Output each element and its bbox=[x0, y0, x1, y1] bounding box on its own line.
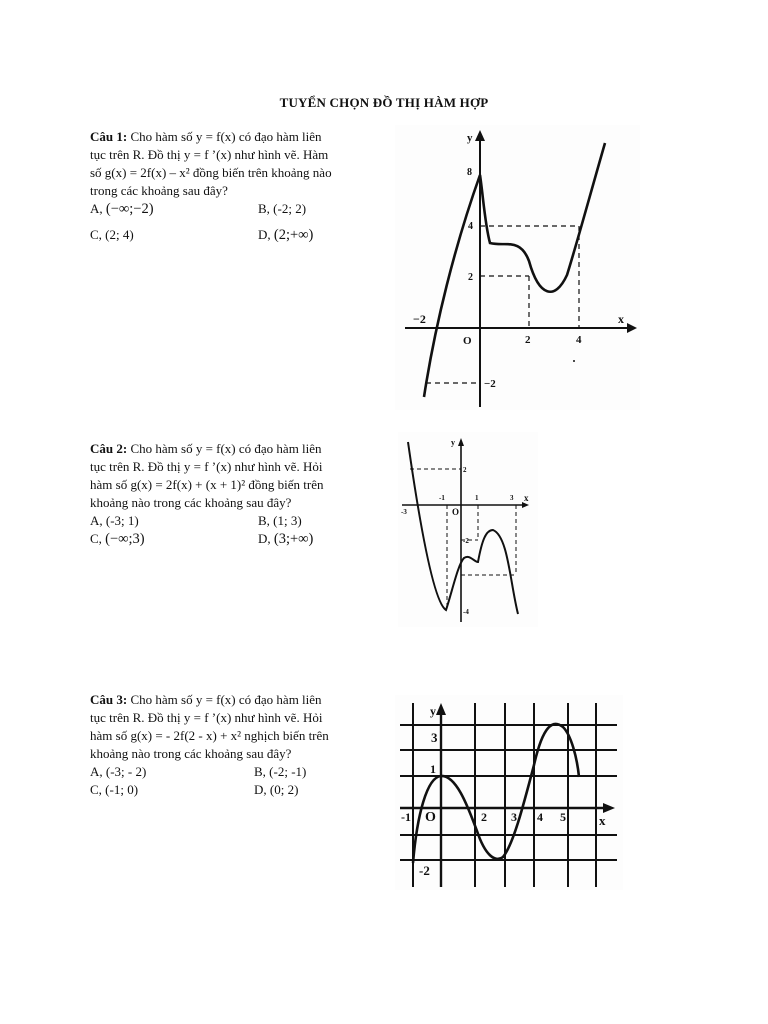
answer-options bbox=[90, 512, 390, 554]
origin-label: O bbox=[425, 810, 436, 825]
y-axis-label: y bbox=[451, 438, 455, 447]
x-tick-label: 1 bbox=[475, 494, 479, 502]
x-tick-label: -1 bbox=[439, 494, 445, 502]
origin-label: O bbox=[463, 335, 472, 347]
x-tick-label: 3 bbox=[511, 810, 517, 824]
option-c[interactable]: C, (-1; 0) bbox=[90, 782, 139, 797]
x-tick-label: 5 bbox=[560, 810, 566, 824]
question-text-line: tục trên R. Đồ thị y = f ’(x) như hình vẽ. Hỏi bbox=[90, 710, 323, 725]
option-value: (2;+∞) bbox=[273, 227, 314, 243]
option-value: (1; 3) bbox=[273, 513, 302, 528]
question-text-line: khoảng nào trong các khoảng sau đây? bbox=[90, 495, 292, 510]
option-value: (3;+∞) bbox=[273, 531, 314, 547]
x-tick-label: 3 bbox=[510, 494, 514, 502]
question-text-line: khoảng nào trong các khoảng sau đây? bbox=[90, 746, 292, 761]
option-d[interactable]: D, (2;+∞) bbox=[258, 227, 314, 243]
option-a[interactable]: A, (−∞;−2) bbox=[90, 201, 154, 217]
y-tick-label: 1 bbox=[430, 762, 436, 776]
question-label: Câu 3: bbox=[90, 692, 128, 707]
option-value: (−∞;3) bbox=[105, 531, 145, 547]
option-d[interactable]: D, (0; 2) bbox=[254, 782, 299, 797]
answer-options bbox=[90, 200, 390, 252]
option-value: (−∞;−2) bbox=[105, 201, 154, 217]
option-value: (-2; -1) bbox=[269, 764, 307, 779]
y-tick-label: 4 bbox=[468, 221, 473, 232]
derivative-graph-3 bbox=[395, 695, 623, 890]
y-axis-label: y bbox=[430, 704, 436, 718]
option-c[interactable]: C, (−∞;3) bbox=[90, 531, 145, 547]
question-label: Câu 2: bbox=[90, 441, 128, 456]
option-value: (2; 4) bbox=[105, 227, 134, 242]
y-tick-label: 3 bbox=[431, 730, 438, 745]
answer-options bbox=[90, 763, 390, 803]
y-tick-label: -2 bbox=[419, 863, 430, 878]
question-text-line: hàm số g(x) = 2f(x) + (x + 1)² đồng biến trên bbox=[90, 477, 324, 492]
page-title: TUYỂN CHỌN ĐỒ THỊ HÀM HỢP bbox=[279, 95, 489, 110]
x-tick-label: 4 bbox=[537, 810, 543, 824]
option-b[interactable]: B, (1; 3) bbox=[258, 513, 302, 528]
question-text-line: Cho hàm số y = f(x) có đạo hàm liên bbox=[130, 441, 322, 456]
option-b[interactable]: B, (-2; -1) bbox=[254, 764, 307, 779]
question-text-line: số g(x) = 2f(x) – x² đồng biến trên khoảng nào bbox=[90, 165, 332, 180]
x-tick-label: −2 bbox=[413, 312, 426, 326]
question-text-line: hàm số g(x) = - 2f(2 - x) + x² nghịch biến trên bbox=[90, 728, 329, 743]
question-text-line: tục trên R. Đồ thị y = f ’(x) như hình vẽ. Hàm bbox=[90, 147, 329, 162]
x-tick-label: 2 bbox=[481, 810, 487, 824]
option-d[interactable]: D, (3;+∞) bbox=[258, 531, 314, 547]
y-tick-label: -4 bbox=[463, 608, 469, 616]
question-2 bbox=[90, 440, 390, 554]
y-tick-label: −2 bbox=[484, 378, 496, 390]
question-text-line: Cho hàm số y = f(x) có đạo hàm liên bbox=[130, 129, 322, 144]
x-tick-label: -1 bbox=[401, 810, 411, 824]
option-a[interactable]: A, (-3; 1) bbox=[90, 513, 139, 528]
option-value: (0; 2) bbox=[269, 782, 299, 797]
origin-label: O bbox=[452, 507, 460, 517]
x-tick-label: 2 bbox=[525, 334, 531, 346]
y-tick-label: 2 bbox=[468, 272, 473, 283]
y-tick-label: -2 bbox=[463, 537, 469, 545]
option-value: (-3; 1) bbox=[105, 513, 139, 528]
option-a[interactable]: A, (-3; - 2) bbox=[90, 764, 147, 779]
y-axis-label: y bbox=[467, 132, 473, 144]
question-text-line: Cho hàm số y = f(x) có đạo hàm liên bbox=[130, 692, 322, 707]
option-c[interactable]: C, (2; 4) bbox=[90, 227, 134, 242]
derivative-graph-1 bbox=[395, 125, 640, 410]
option-value: (-1; 0) bbox=[105, 782, 139, 797]
x-axis-label: x bbox=[599, 813, 606, 828]
y-tick-label: 2 bbox=[463, 466, 467, 474]
x-axis-label: x bbox=[524, 493, 529, 503]
option-b[interactable]: B, (-2; 2) bbox=[258, 201, 307, 216]
x-tick-label: -3 bbox=[401, 508, 407, 516]
option-value: (-2; 2) bbox=[273, 201, 307, 216]
option-value: (-3; - 2) bbox=[105, 764, 147, 779]
derivative-graph-2 bbox=[398, 432, 538, 627]
x-axis-label: x bbox=[618, 312, 624, 326]
x-tick-label: 4 bbox=[576, 334, 582, 346]
question-label: Câu 1: bbox=[90, 129, 128, 144]
question-3 bbox=[90, 691, 390, 803]
question-text-line: tục trên R. Đồ thị y = f ’(x) như hình vẽ. Hỏi bbox=[90, 459, 323, 474]
y-tick-label: 8 bbox=[467, 167, 472, 178]
question-1 bbox=[90, 128, 390, 252]
question-text-line: trong các khoảng sau đây? bbox=[90, 183, 228, 198]
